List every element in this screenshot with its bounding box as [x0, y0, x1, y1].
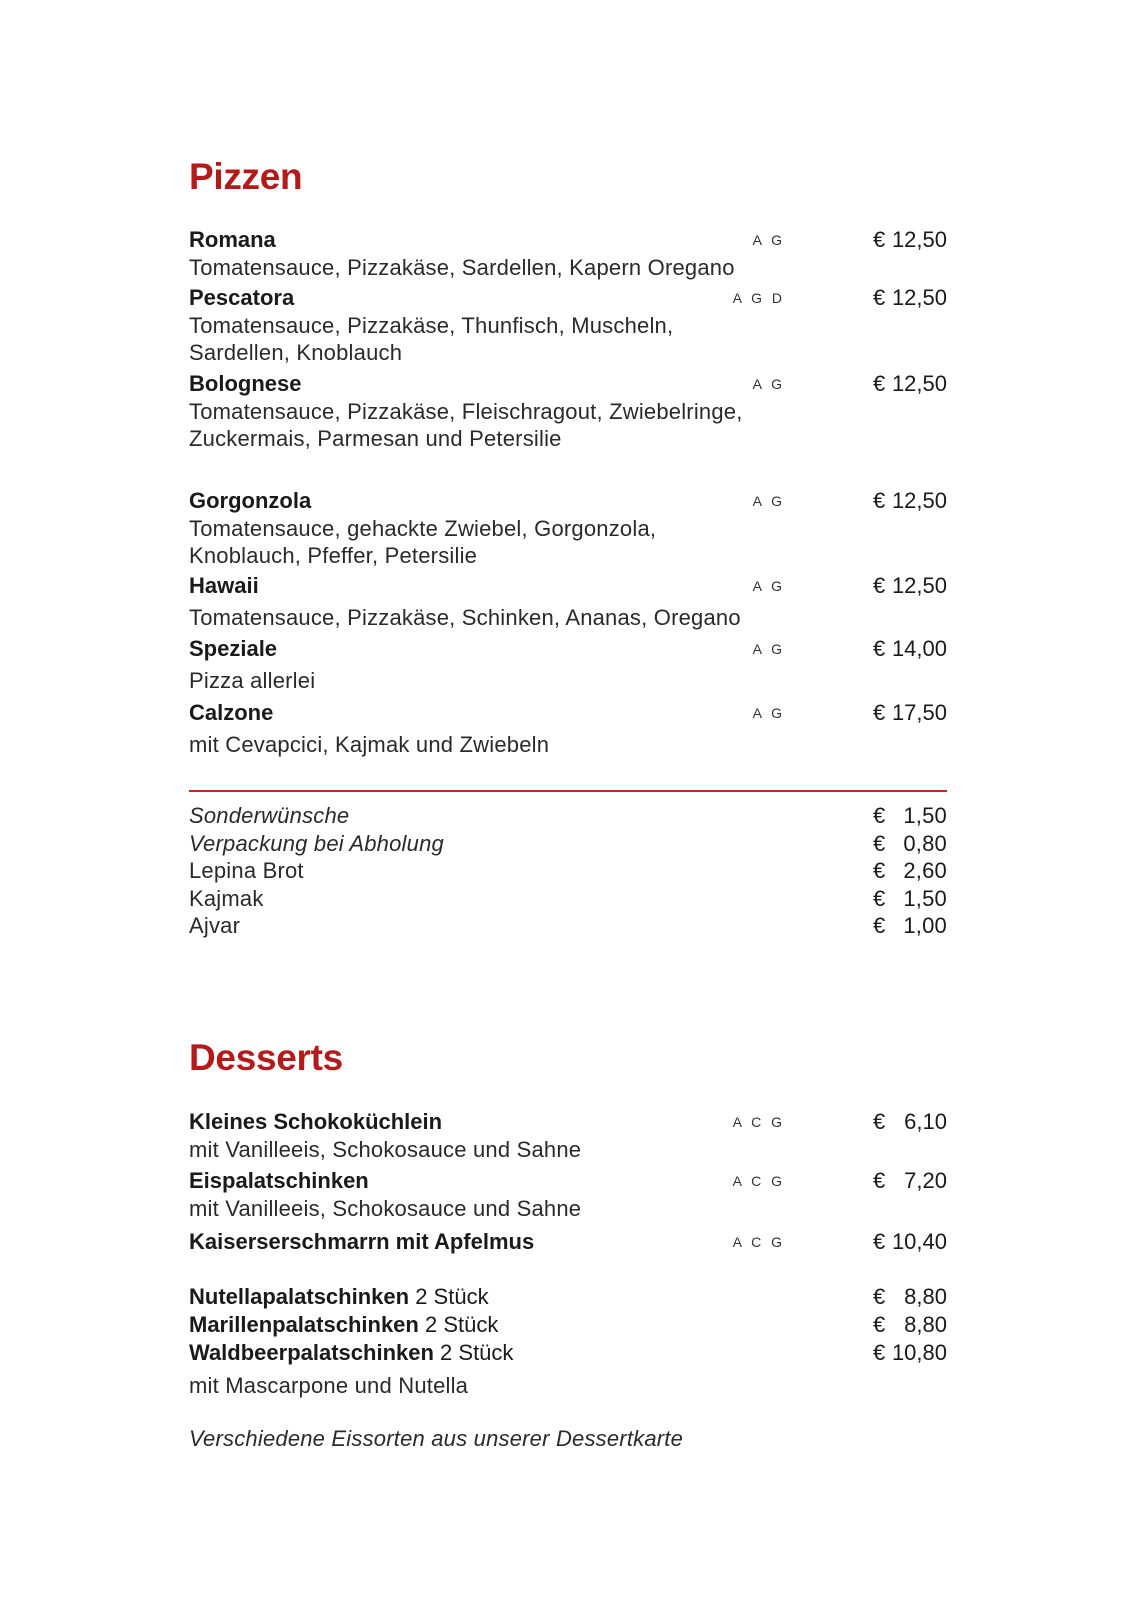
item-quantity: 2 Stück — [415, 1284, 489, 1309]
currency-symbol: € — [873, 371, 886, 396]
item-allergens: A C G — [732, 1173, 785, 1189]
price-value: 1,50 — [903, 803, 947, 828]
menu-item-calzone — [189, 699, 947, 758]
item-price — [873, 572, 947, 600]
currency-symbol: € — [873, 803, 886, 828]
item-price — [873, 284, 947, 312]
extra-name: Sonderwünsche — [189, 803, 350, 828]
currency-symbol: € — [873, 1168, 886, 1193]
extras-list — [189, 802, 947, 940]
extra-item — [189, 802, 947, 830]
menu-item-kaiserschmarrn — [189, 1228, 947, 1256]
currency-symbol: € — [873, 227, 886, 252]
price-value: 6,10 — [904, 1109, 947, 1134]
item-allergens: A G — [752, 376, 785, 392]
item-price — [873, 635, 947, 663]
item-description: Tomatensauce, gehackte Zwiebel, Gorgonzola, Knoblauch, Pfeffer, Petersilie — [189, 516, 657, 568]
extra-name: Kajmak — [189, 885, 264, 911]
currency-symbol: € — [873, 636, 886, 661]
price-value: 14,00 — [891, 636, 947, 661]
item-name: Kaiserserschmarrn mit Apfelmus — [189, 1229, 535, 1254]
price-value: 12,50 — [891, 285, 947, 310]
price-value: 8,80 — [904, 1284, 947, 1309]
price-value: 8,80 — [904, 1312, 947, 1337]
item-allergens: A G — [752, 493, 785, 509]
currency-symbol: € — [873, 573, 886, 598]
item-name — [189, 1311, 947, 1339]
item-allergens: A G D — [732, 290, 785, 306]
menu-item-hawaii — [189, 572, 947, 631]
item-name: Romana — [189, 227, 276, 252]
currency-symbol: € — [873, 1312, 886, 1337]
currency-symbol: € — [873, 885, 886, 911]
section-title-desserts: Desserts — [189, 1037, 343, 1078]
item-description: Tomatensauce, Pizzakäse, Fleischragout, Zwiebelringe, Zuckermais, Parmesan und Petersilie — [189, 399, 743, 451]
item-allergens: A G — [752, 578, 785, 594]
menu-item-nutellapalatschinken — [189, 1283, 947, 1311]
extra-price — [873, 830, 947, 858]
section-title-pizzen: Pizzen — [189, 156, 303, 197]
menu-item-pescatora — [189, 284, 947, 366]
price-value: 7,20 — [904, 1168, 947, 1193]
item-allergens: A G — [752, 641, 785, 657]
item-description: mit Vanilleeis, Schokosauce und Sahne — [189, 1196, 582, 1221]
menu-item-romana — [189, 226, 947, 281]
extra-price — [873, 802, 947, 830]
item-price — [873, 1228, 947, 1256]
price-value: 2,60 — [903, 858, 947, 883]
item-allergens: A C G — [732, 1234, 785, 1250]
item-name: Eispalatschinken — [189, 1168, 369, 1193]
item-price — [873, 1108, 947, 1136]
item-name — [189, 1339, 947, 1367]
extra-price — [873, 912, 947, 940]
menu-item-bolognese — [189, 370, 947, 452]
extra-item — [189, 912, 947, 940]
currency-symbol: € — [873, 1229, 886, 1254]
price-value: 12,50 — [891, 227, 947, 252]
price-value: 10,80 — [891, 1340, 947, 1365]
price-value: 1,50 — [903, 885, 947, 911]
extra-price — [873, 857, 947, 885]
extra-name: Ajvar — [189, 913, 241, 938]
currency-symbol: € — [873, 913, 886, 938]
price-value: 12,50 — [891, 488, 947, 513]
price-value: 12,50 — [891, 573, 947, 598]
item-price — [873, 1339, 947, 1367]
item-name: Speziale — [189, 636, 278, 661]
extra-name: Verpackung bei Abholung — [189, 830, 444, 856]
item-description: mit Vanilleeis, Schokosauce und Sahne — [189, 1137, 582, 1162]
item-name-text: Marillenpalatschinken — [189, 1312, 419, 1337]
item-description: Tomatensauce, Pizzakäse, Thunfisch, Muscheln, Sardellen, Knoblauch — [189, 313, 674, 365]
price-value: 1,00 — [903, 913, 947, 938]
menu-item-schokokuechlein — [189, 1108, 947, 1163]
menu-item-waldbeerpalatschinken — [189, 1339, 947, 1367]
price-value: 17,50 — [891, 700, 947, 725]
item-description: Tomatensauce, Pizzakäse, Schinken, Ananas, Oregano — [189, 605, 741, 630]
item-name: Bolognese — [189, 371, 302, 396]
menu-item-speziale — [189, 635, 947, 694]
extra-item — [189, 857, 947, 885]
item-price — [873, 226, 947, 254]
extra-item — [189, 830, 947, 858]
currency-symbol: € — [873, 858, 886, 883]
item-price — [873, 487, 947, 515]
extra-name: Lepina Brot — [189, 858, 304, 883]
currency-symbol: € — [873, 1109, 886, 1134]
item-price — [873, 699, 947, 727]
item-name: Gorgonzola — [189, 488, 312, 513]
currency-symbol: € — [873, 700, 886, 725]
item-name — [189, 1283, 947, 1311]
item-quantity: 2 Stück — [424, 1312, 499, 1337]
price-value: 10,40 — [891, 1229, 947, 1254]
item-name: Kleines Schokoküchlein — [189, 1109, 443, 1134]
dessert-footnote: Verschiedene Eissorten aus unserer Dessertkarte — [189, 1426, 684, 1451]
item-description: Tomatensauce, Pizzakäse, Sardellen, Kapern Oregano — [189, 255, 735, 280]
item-allergens: A G — [752, 705, 785, 721]
item-name: Pescatora — [189, 285, 295, 310]
menu-item-gorgonzola — [189, 487, 947, 569]
currency-symbol: € — [873, 488, 886, 513]
menu-item-eispalatschinken — [189, 1167, 947, 1222]
menu-item-marillenpalatschinken — [189, 1311, 947, 1339]
item-name-text: Waldbeerpalatschinken — [189, 1340, 434, 1365]
currency-symbol: € — [873, 830, 886, 856]
currency-symbol: € — [873, 1284, 886, 1309]
item-quantity: 2 Stück — [440, 1340, 514, 1365]
extra-item — [189, 885, 947, 913]
item-allergens: A C G — [732, 1114, 785, 1130]
currency-symbol: € — [873, 285, 886, 310]
section-divider — [189, 790, 947, 792]
item-price — [873, 370, 947, 398]
palatschinken-list — [189, 1283, 947, 1399]
item-price — [873, 1167, 947, 1195]
extra-price — [873, 885, 947, 913]
item-name: Hawaii — [189, 573, 259, 598]
item-description: Pizza allerlei — [189, 668, 316, 693]
price-value: 12,50 — [891, 371, 947, 396]
item-description: mit Cevapcici, Kajmak und Zwiebeln — [189, 732, 550, 757]
item-price — [873, 1283, 947, 1311]
item-price — [873, 1311, 947, 1339]
palatschinken-description: mit Mascarpone und Nutella — [189, 1373, 469, 1398]
item-allergens: A G — [752, 232, 785, 248]
item-name: Calzone — [189, 700, 274, 725]
item-name-text: Nutellapalatschinken — [189, 1284, 410, 1309]
currency-symbol: € — [873, 1340, 886, 1365]
price-value: 0,80 — [903, 830, 947, 856]
